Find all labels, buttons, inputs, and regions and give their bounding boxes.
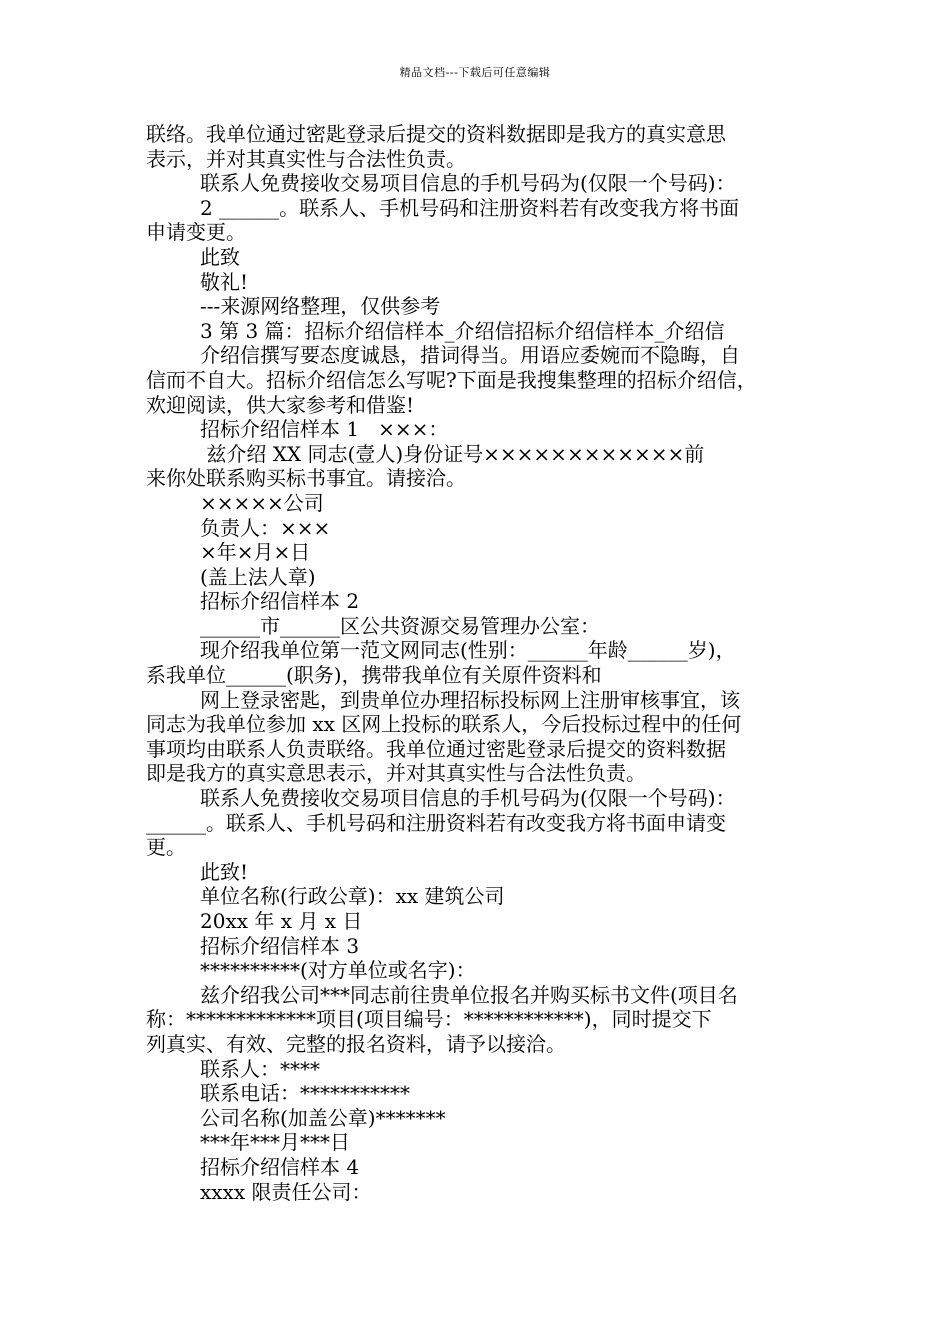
text-line: ×××××公司 (200, 490, 324, 515)
text-line: 招标介绍信样本 1 ×××： (200, 417, 449, 442)
text-line: 负责人：××× (200, 515, 331, 540)
text-line: 联系人免费接收交易项目信息的手机号码为(仅限一个号码)： (200, 171, 736, 196)
text-line: 现介绍我单位第一范文网同志(性别：______年龄______岁)， (200, 638, 736, 663)
text-line: 来你处联系购买标书事宜。请接洽。 (146, 466, 466, 491)
text-line: 称：*************项目(项目编号：************)，同时提交下 (146, 1007, 712, 1032)
text-line: ______市______区公共资源交易管理办公室： (200, 613, 600, 638)
text-line: 表示，并对其真实性与合法性负责。 (146, 146, 466, 171)
text-line: 即是我方的真实意思表示，并对其真实性与合法性负责。 (146, 761, 646, 786)
text-line: 招标介绍信样本 3 (200, 933, 360, 958)
text-line: 兹介绍 XX 同志(壹人)身份证号××××××××××××前 (200, 441, 705, 466)
text-line: 联系人：**** (200, 1056, 320, 1081)
text-line: 单位名称(行政公章)：xx 建筑公司 (200, 884, 505, 909)
text-line: 列真实、有效、完整的报名资料，请予以接洽。 (146, 1031, 566, 1056)
text-line: 招标介绍信样本 2 (200, 589, 360, 614)
text-line: ×年×月×日 (200, 540, 311, 565)
text-line: ***年***月***日 (200, 1130, 350, 1155)
text-line: 联系人免费接收交易项目信息的手机号码为(仅限一个号码)： (200, 786, 736, 811)
document-body (146, 122, 814, 1204)
text-line: 招标介绍信样本 4 (200, 1154, 360, 1179)
text-line: 2 ______。联系人、手机号码和注册资料若有改变我方将书面 (200, 195, 740, 220)
text-line: ______。联系人、手机号码和注册资料若有改变我方将书面申请变 (146, 810, 726, 835)
text-line: 联络。我单位通过密匙登录后提交的资料数据即是我方的真实意思 (146, 122, 726, 146)
text-line: 信而不自大。招标介绍信怎么写呢?下面是我搜集整理的招标介绍信， (146, 367, 757, 392)
text-line: 敬礼! (200, 269, 249, 294)
text-line: 申请变更。 (146, 220, 246, 245)
text-line: (盖上法人章) (200, 564, 316, 589)
text-line: ---来源网络整理，仅供参考 (200, 294, 441, 319)
text-line: 此致! (200, 859, 249, 884)
text-line: 欢迎阅读，供大家参考和借鉴! (146, 392, 415, 417)
text-line: 介绍信撰写要态度诚恳，措词得当。用语应委婉而不隐晦，自 (200, 343, 740, 368)
page-header: 精品文档---下载后可任意编辑 (399, 66, 551, 79)
text-line: 兹介绍我公司***同志前往贵单位报名并购买标书文件(项目名 (200, 982, 738, 1007)
text-line: 3 第 3 篇：招标介绍信样本_介绍信招标介绍信样本_介绍信 (200, 318, 725, 343)
text-line: 联系电话：*********** (200, 1081, 410, 1106)
text-line: 公司名称(加盖公章)******* (200, 1105, 446, 1130)
text-line: 此致 (200, 244, 240, 269)
text-line: 系我单位______(职务)，携带我单位有关原件资料和 (146, 663, 602, 688)
text-line: 网上登录密匙，到贵单位办理招标投标网上注册审核事宜，该 (200, 687, 740, 712)
text-line: 20xx 年 x 月 x 日 (200, 909, 363, 933)
text-line: xxxx 限责任公司： (200, 1179, 372, 1204)
text-line: 同志为我单位参加 xx 区网上投标的联系人，今后投标过程中的任何 (146, 712, 742, 737)
text-line: 事项均由联系人负责联络。我单位通过密匙登录后提交的资料数据 (146, 736, 726, 761)
text-line: 更。 (146, 835, 186, 860)
text-line: **********(对方单位或名字)： (200, 958, 476, 983)
